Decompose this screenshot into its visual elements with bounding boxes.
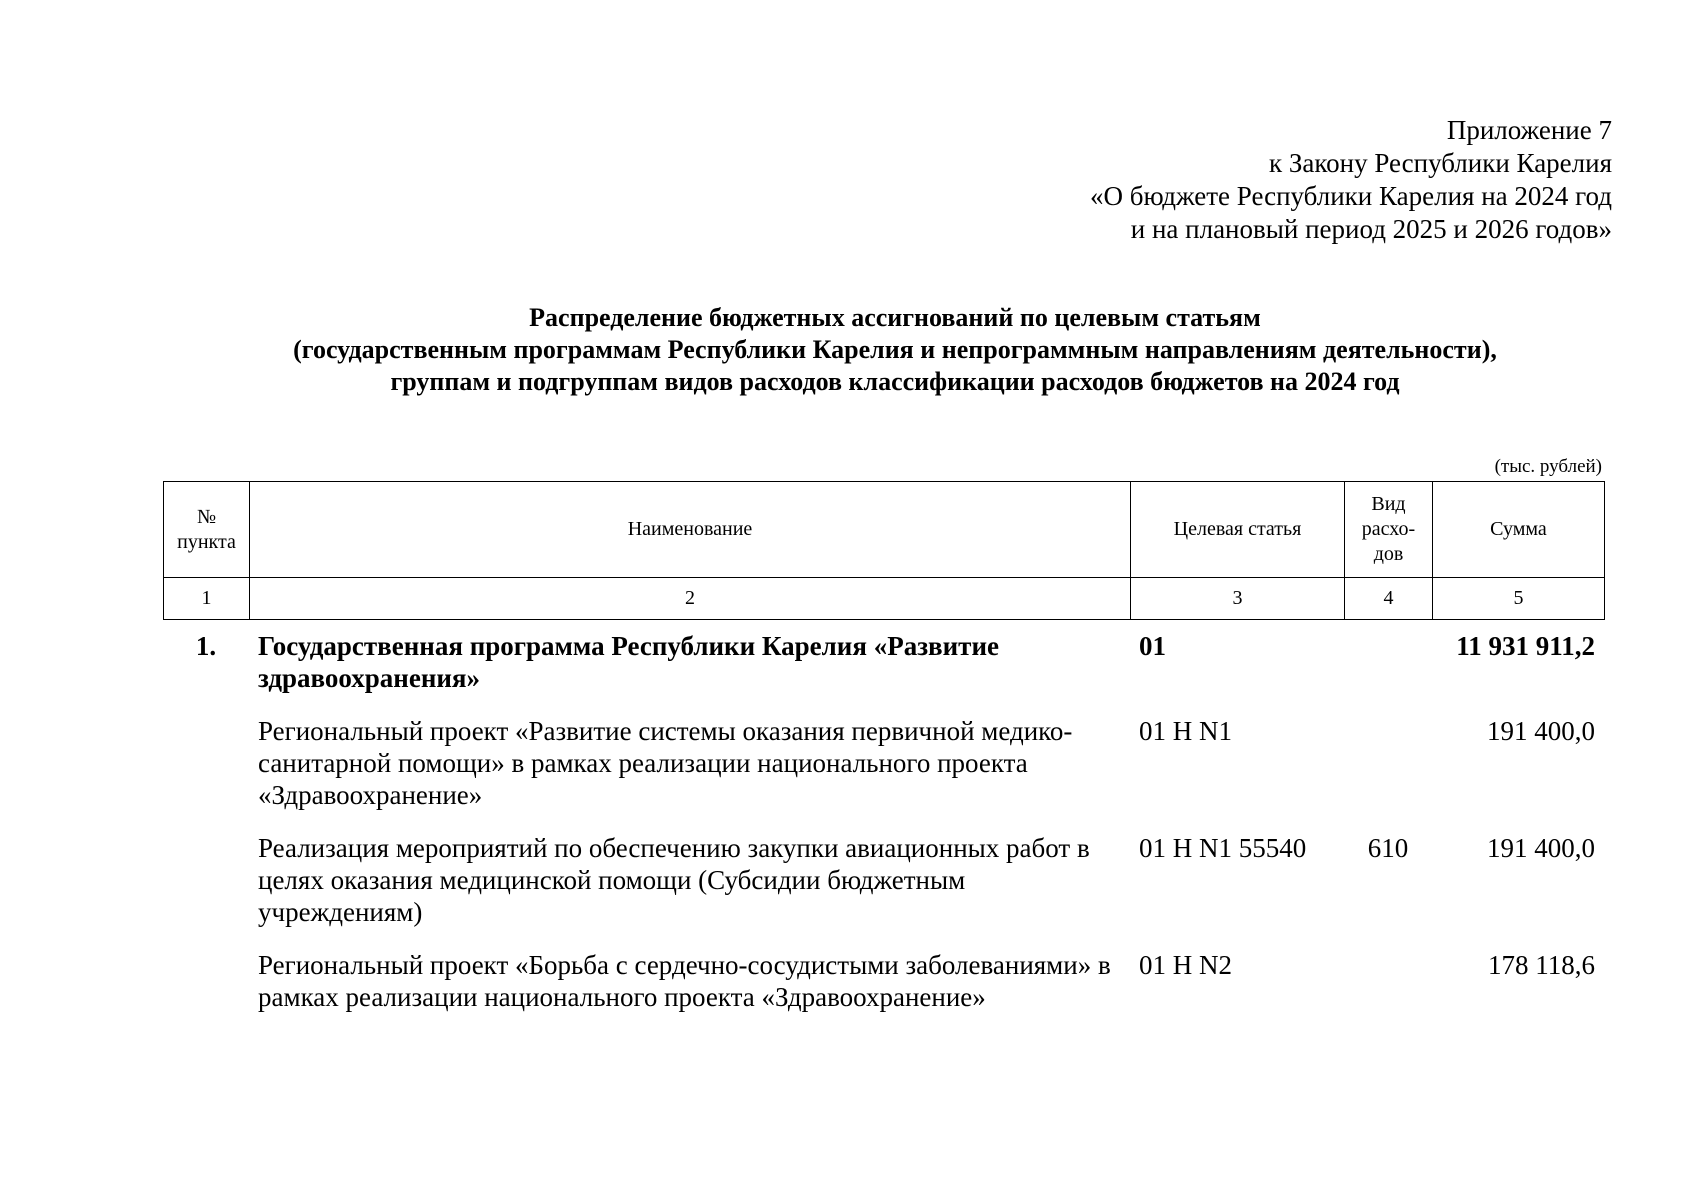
row-expense-type xyxy=(1344,949,1432,1034)
column-number: 2 xyxy=(250,578,1131,620)
table-row xyxy=(163,949,1604,1034)
header-num: № пункта xyxy=(164,482,250,578)
appendix-reference xyxy=(1090,114,1612,246)
appendix-line-3: «О бюджете Республики Карелия на 2024 год xyxy=(1089,181,1612,211)
units-note: (тыс. рублей) xyxy=(1494,456,1602,477)
row-name: Государственная программа Республики Карелия «Развитие здравоохранения» xyxy=(258,631,999,693)
row-target-code: 01 Н N2 xyxy=(1139,950,1232,980)
header-row xyxy=(164,482,1605,578)
column-number-row xyxy=(164,578,1605,620)
table-header xyxy=(163,481,1605,620)
row-sum: 191 400,0 xyxy=(1487,833,1595,863)
row-expense-type xyxy=(1344,630,1432,715)
table-row xyxy=(163,832,1604,949)
row-name: Региональный проект «Развитие системы оказания первичной медико-санитарной помощи» в рамках реализации национального проекта «Здравоохранение» xyxy=(258,716,1073,810)
document-title xyxy=(160,302,1630,398)
title-line-2: (государственным программам Республики Карелия и непрограммным направлениям деятельности), xyxy=(293,335,1497,364)
row-target-code: 01 Н N1 55540 xyxy=(1139,833,1307,863)
title-line-3: группам и подгруппам видов расходов классификации расходов бюджетов на 2024 год xyxy=(390,367,1400,396)
column-number: 3 xyxy=(1131,578,1345,620)
row-expense-type xyxy=(1344,715,1432,832)
title-line-1: Распределение бюджетных ассигнований по целевым статьям xyxy=(529,303,1261,332)
row-sum: 178 118,6 xyxy=(1488,950,1595,980)
column-number: 4 xyxy=(1345,578,1433,620)
budget-table-body xyxy=(163,630,1604,1034)
table-row xyxy=(163,715,1604,832)
column-number: 5 xyxy=(1433,578,1605,620)
row-sum: 11 931 911,2 xyxy=(1456,631,1595,661)
row-number xyxy=(163,949,249,1034)
table-row xyxy=(163,630,1604,715)
appendix-line-4: и на плановый период 2025 и 2026 годов» xyxy=(1130,214,1612,244)
row-expense-type: 610 xyxy=(1367,833,1409,863)
header-name: Наименование xyxy=(250,482,1131,578)
row-name: Региональный проект «Борьба с сердечно-сосудистыми заболеваниями» в рамках реализации национального проекта «Здравоохранение» xyxy=(258,950,1111,1012)
header-sum: Сумма xyxy=(1433,482,1605,578)
row-target-code: 01 Н N1 xyxy=(1139,716,1232,746)
row-sum: 191 400,0 xyxy=(1487,716,1595,746)
header-type: Вид расхо-дов xyxy=(1345,482,1433,578)
appendix-line-2: к Закону Республики Карелия xyxy=(1269,148,1612,178)
row-name: Реализация мероприятий по обеспечению закупки авиационных работ в целях оказания медицинской помощи (Субсидии бюджетным учреждениям) xyxy=(258,833,1090,927)
column-number: 1 xyxy=(164,578,250,620)
appendix-line-1: Приложение 7 xyxy=(1446,115,1612,145)
row-number xyxy=(163,715,249,832)
row-number: 1. xyxy=(195,631,217,661)
header-code: Целевая статья xyxy=(1131,482,1345,578)
row-target-code: 01 xyxy=(1139,631,1166,661)
row-number xyxy=(163,832,249,949)
